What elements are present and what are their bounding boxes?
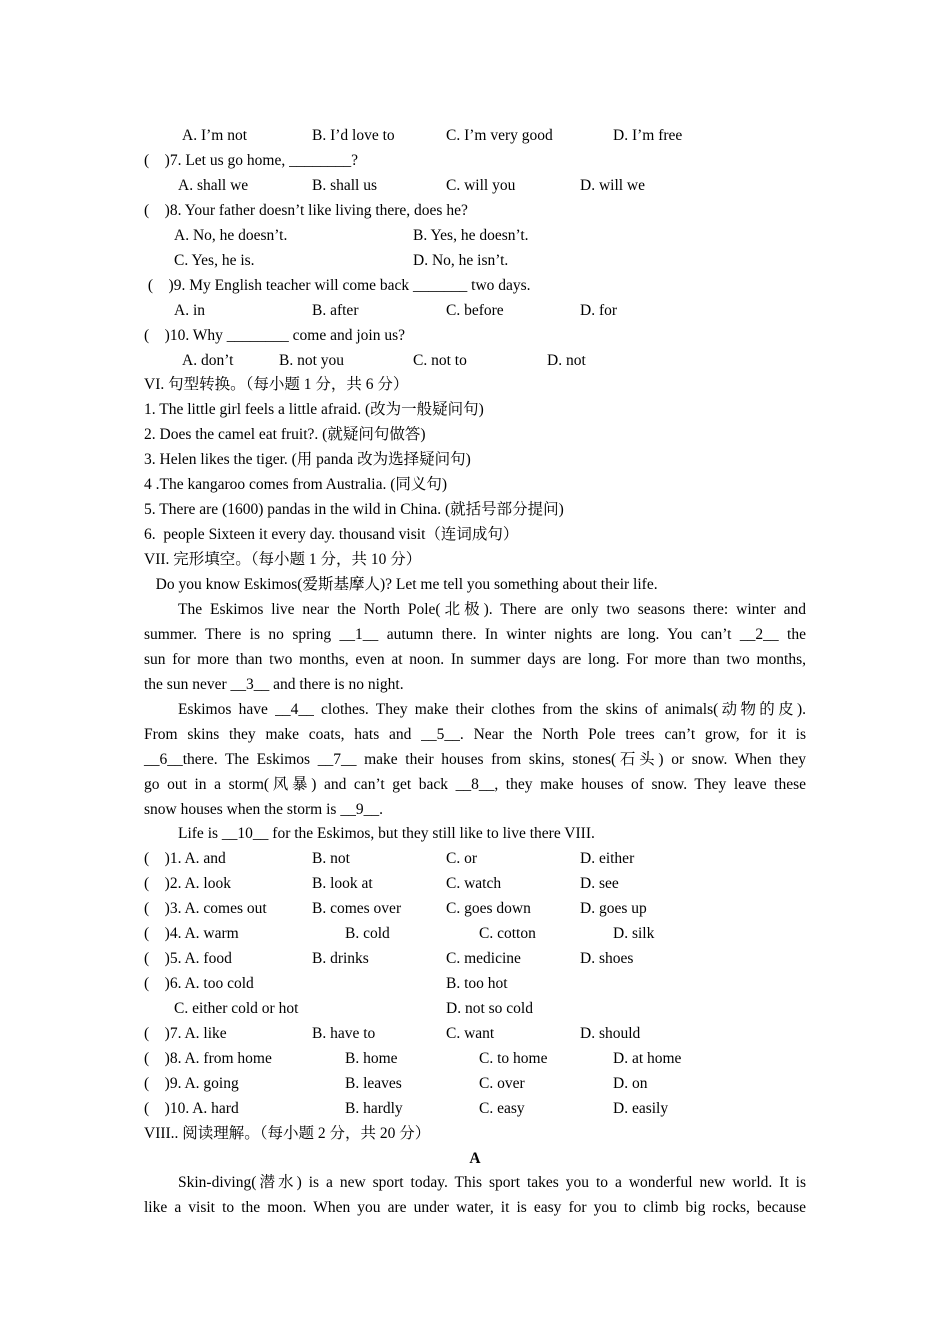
cloze-option-b: B. drinks [312, 950, 369, 967]
cloze-question: ( )5. A. food [144, 950, 232, 967]
q10-stem: ( )10. Why ________ come and join us? [144, 327, 406, 344]
cloze-option-b: B. look at [312, 875, 373, 892]
q8-option-b: B. Yes, he doesn’t. [413, 227, 529, 244]
section6-item: 3. Helen likes the tiger. (用 panda 改为选择疑问句) [144, 451, 471, 468]
section6-item: 6. people Sixteen it every day. thousand visit（连词成句） [144, 526, 519, 543]
q6-option-b: B. I’d love to [312, 127, 395, 144]
cloze-option-b: B. cold [345, 925, 390, 942]
paragraph-line: go out in a storm(风暴) and can’t get back __8__, they make houses of snow. They leave these [144, 776, 806, 793]
q8-stem: ( )8. Your father doesn’t like living there, does he? [144, 202, 468, 219]
cloze-question: ( )10. A. hard [144, 1100, 239, 1117]
cloze-option-d: D. not so cold [446, 1000, 533, 1017]
cloze-question: ( )3. A. comes out [144, 900, 267, 917]
cloze-option-c: C. or [446, 850, 477, 867]
section6-title: VI. 句型转换。（每小题 1 分，共 6 分） [144, 376, 409, 393]
cloze-option-c: C. goes down [446, 900, 531, 917]
q7-option-b: B. shall us [312, 177, 378, 194]
cloze-option-d: D. goes up [580, 900, 647, 917]
q9-option-b: B. after [312, 302, 359, 319]
section8-paragraph-1 [144, 1170, 806, 1220]
cloze-question: ( )9. A. going [144, 1075, 239, 1092]
cloze-option-c: C. want [446, 1025, 495, 1042]
cloze-question: ( )8. A. from home [144, 1050, 272, 1067]
paragraph-line: __6__there. The Eskimos __7__ make their houses from skins, stones(石头) or snow. When they [144, 751, 806, 768]
cloze-option-b: B. too hot [446, 975, 508, 992]
section7-paragraph-1 [144, 597, 806, 697]
section7-title: VII. 完形填空。（每小题 1 分，共 10 分） [144, 551, 422, 568]
section6-item: 2. Does the camel eat fruit?. (就疑问句做答) [144, 426, 426, 443]
section7-paragraph-3: Life is __10__ for the Eskimos, but they still like to live there VIII. [178, 825, 595, 842]
q9-option-d: D. for [580, 302, 618, 319]
cloze-option-d: D. shoes [580, 950, 634, 967]
q7-stem: ( )7. Let us go home, ________? [144, 152, 358, 169]
q10-option-a: A. don’t [182, 352, 234, 369]
cloze-option-b: B. have to [312, 1025, 376, 1042]
cloze-option-b: B. comes over [312, 900, 402, 917]
paragraph-line: summer. There is no spring __1__ autumn there. In winter nights are long. You can’t __2__ the [144, 626, 806, 643]
cloze-question: ( )4. A. warm [144, 925, 239, 942]
q8-option-d: D. No, he isn’t. [413, 252, 509, 269]
q8-option-a: A. No, he doesn’t. [174, 227, 288, 244]
cloze-option-d: D. easily [613, 1100, 669, 1117]
cloze-question: ( )2. A. look [144, 875, 231, 892]
q7-option-d: D. will we [580, 177, 646, 194]
q9-option-a: A. in [174, 302, 205, 319]
cloze-option-c: C. to home [479, 1050, 548, 1067]
paragraph-line: Skin-diving(潜水) is a new sport today. This sport takes you to a wonderful new world. It is [178, 1174, 806, 1191]
paragraph-line: From skins they make coats, hats and __5__. Near the North Pole trees can’t grow, for it is [144, 726, 806, 743]
section7-intro: Do you know Eskimos(爱斯基摩人)? Let me tell you something about their life. [144, 576, 658, 593]
q9-stem: ( )9. My English teacher will come back _______ two days. [144, 277, 531, 294]
q8-option-c: C. Yes, he is. [174, 252, 255, 269]
cloze-option-b: B. not [312, 850, 350, 867]
q6-option-c: C. I’m very good [446, 127, 553, 144]
q10-option-c: C. not to [413, 352, 467, 369]
cloze-option-b: B. hardly [345, 1100, 403, 1117]
cloze-question: ( )7. A. like [144, 1025, 227, 1042]
cloze-option-d: D. on [613, 1075, 648, 1092]
q6-option-a: A. I’m not [182, 127, 248, 144]
q10-option-b: B. not you [279, 352, 345, 369]
paragraph-line: the sun never __3__ and there is no night. [144, 676, 404, 693]
cloze-option-d: D. see [580, 875, 619, 892]
q9-option-c: C. before [446, 302, 504, 319]
cloze-option-d: D. should [580, 1025, 641, 1042]
paragraph-line: The Eskimos live near the North Pole(北极). There are only two seasons there: winter and [178, 601, 806, 618]
section6-item: 4 .The kangaroo comes from Australia. (同义句) [144, 476, 448, 493]
cloze-option-c: C. either cold or hot [174, 1000, 299, 1017]
cloze-option-c: C. easy [479, 1100, 525, 1117]
cloze-option-b: B. leaves [345, 1075, 402, 1092]
paragraph-line: sun for more than two months, even at noon. In summer days are long. For more than two months, [144, 651, 806, 668]
cloze-question: ( )6. A. too cold [144, 975, 254, 992]
cloze-option-c: C. medicine [446, 950, 521, 967]
passage-heading: A [469, 1150, 481, 1167]
cloze-option-d: D. at home [613, 1050, 682, 1067]
cloze-question: ( )1. A. and [144, 850, 226, 867]
section7-paragraph-2 [144, 697, 806, 822]
q7-option-c: C. will you [446, 177, 516, 194]
paragraph-line: like a visit to the moon. When you are under water, it is easy for you to climb big rocks, because [144, 1199, 806, 1216]
q7-option-a: A. shall we [178, 177, 249, 194]
cloze-option-c: C. cotton [479, 925, 536, 942]
cloze-option-b: B. home [345, 1050, 398, 1067]
q10-option-d: D. not [547, 352, 586, 369]
section6-item: 5. There are (1600) pandas in the wild in China. (就括号部分提问) [144, 501, 564, 518]
cloze-option-c: C. over [479, 1075, 525, 1092]
paragraph-line: Eskimos have __4__ clothes. They make their clothes from the skins of animals(动物的皮). [178, 701, 806, 718]
q6-option-d: D. I’m free [613, 127, 683, 144]
section8-title: VIII.. 阅读理解。（每小题 2 分，共 20 分） [144, 1125, 431, 1142]
cloze-option-d: D. silk [613, 925, 655, 942]
cloze-option-c: C. watch [446, 875, 502, 892]
section6-item: 1. The little girl feels a little afraid. (改为一般疑问句) [144, 401, 484, 418]
cloze-option-d: D. either [580, 850, 635, 867]
paragraph-line: snow houses when the storm is __9__. [144, 801, 383, 818]
